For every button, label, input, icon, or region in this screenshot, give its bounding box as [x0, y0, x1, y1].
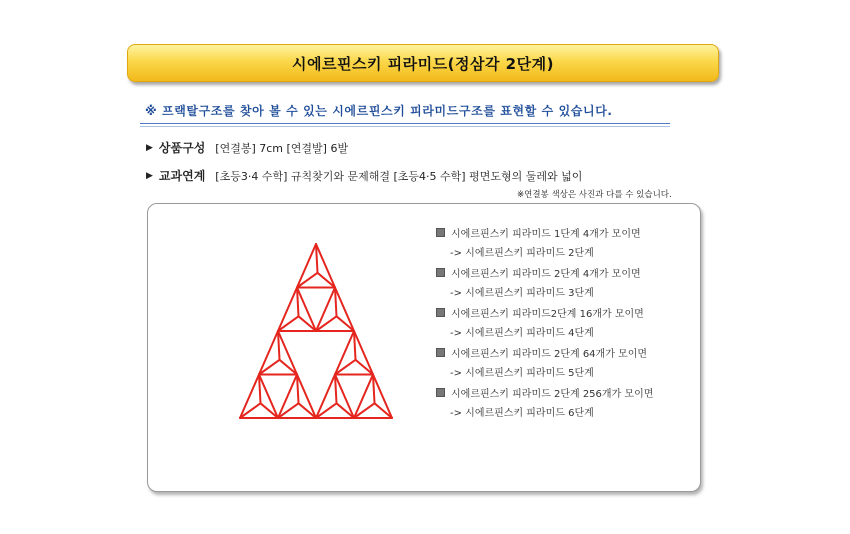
square-bullet-icon	[436, 388, 445, 397]
triangle-right-icon: ▶	[146, 170, 153, 181]
info-text: [연결봉] 7cm [연결발] 6발	[215, 141, 349, 155]
description-line: 시에르핀스키 피라미드2단계 16개가 모이면	[451, 309, 644, 320]
info-label: 상품구성	[158, 141, 206, 155]
sierpinski-pyramid-image	[236, 240, 396, 422]
title-banner	[127, 44, 719, 82]
square-bullet-icon	[436, 308, 445, 317]
color-note: ※연결봉 색상은 사진과 다를 수 있습니다.	[517, 190, 672, 200]
subtitle: ※ 프랙탈구조를 찾아 볼 수 있는 시에르핀스키 피라미드구조를 표현할 수 있습니다.	[145, 104, 613, 118]
page-title: 시에르핀스키 피라미드(정삼각 2단계)	[292, 54, 554, 73]
square-bullet-icon	[436, 268, 445, 277]
info-row-curriculum	[146, 167, 582, 184]
description-line: 시에르핀스키 피라미드 2단계 256개가 모이면	[451, 389, 654, 400]
triangle-right-icon: ▶	[146, 142, 153, 153]
square-bullet-icon	[436, 228, 445, 237]
square-bullet-icon	[436, 348, 445, 357]
description-line: 시에르핀스키 피라미드 2단계 64개가 모이면	[451, 349, 648, 360]
description-result: -> 시에르핀스키 피라미드 6단계	[450, 408, 594, 419]
description-result: -> 시에르핀스키 피라미드 2단계	[450, 248, 594, 259]
description-item	[436, 385, 653, 419]
info-label: 교과연계	[158, 169, 206, 183]
description-result: -> 시에르핀스키 피라미드 3단계	[450, 288, 594, 299]
info-row-product	[146, 139, 348, 156]
description-item	[436, 305, 644, 339]
description-result: -> 시에르핀스키 피라미드 4단계	[450, 328, 594, 339]
description-item	[436, 265, 641, 299]
info-text: [초등3·4 수학] 규칙찾기와 문제해결 [초등4·5 수학] 평면도형의 둘레와 넓이	[215, 169, 583, 183]
description-item	[436, 225, 641, 259]
description-line: 시에르핀스키 피라미드 1단계 4개가 모이면	[451, 229, 641, 240]
description-line: 시에르핀스키 피라미드 2단계 4개가 모이면	[451, 269, 641, 280]
subtitle-underline	[140, 123, 670, 124]
description-item	[436, 345, 647, 379]
description-result: -> 시에르핀스키 피라미드 5단계	[450, 368, 594, 379]
subtitle-underline-light	[140, 126, 670, 127]
